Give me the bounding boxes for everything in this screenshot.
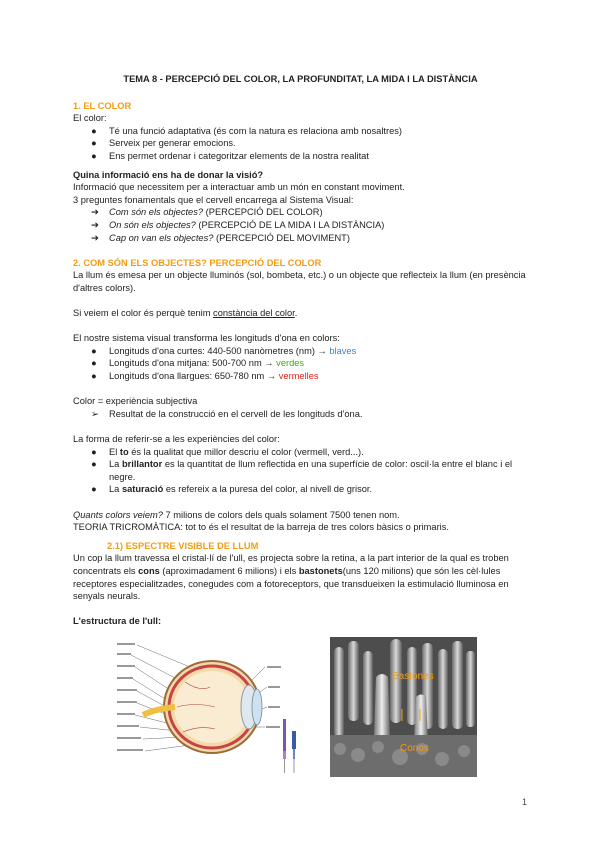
s1-bullets: [73, 125, 528, 163]
figures: [115, 637, 475, 777]
s2-p6: Quants colors veiem? 7 milions de colors dels quals solament 7500 tenen nom.: [73, 509, 400, 520]
color-forms-list: [73, 446, 528, 496]
cones-label: Conos: [400, 743, 429, 754]
s21-paragraph: Un cop la llum travessa el cristal·lí de l'ull, es projecta sobre la retina, a la part interior de la qual es troben concentrats els cons (aproximadament 6 milions) i els bastonets(uns 120 milions) que són les cèl·lules receptores especialitzades, conegudes com a fotoreceptors, que transdueixen la estimulació lluminosa en senyals neurals.: [73, 553, 509, 602]
list-item: ● Longituds d'ona mitjana: 500-700 nm → verdes: [91, 358, 305, 369]
section-2-1-heading: 2.1) ESPECTRE VISIBLE DE LLUM: [107, 540, 259, 551]
list-item: ● Longituds d'ona llargues: 650-780 nm → vermelles: [91, 371, 319, 382]
list-item: ● El to és la qualitat que millor descriu el color (vermell, verd...).: [91, 446, 364, 457]
eye-anatomy-diagram: [115, 637, 305, 775]
list-item: ● La brillantor es la quantitat de llum reflectida en una superfície de color: oscil·la entre el blanc i el negre.: [91, 459, 513, 482]
page-content: [73, 73, 528, 628]
list-item: ● La saturació es refereix a la puresa del color, al nivell de grisor.: [91, 484, 373, 495]
list-item: ➔ Com són els objectes? (PERCEPCIÓ DEL COLOR): [91, 207, 323, 218]
list-item: ➢ Resultat de la construcció en el cervell de les longituds d'ona.: [91, 408, 363, 419]
vision-text: Informació que necessitem per a interactuar amb un món en constant moviment.: [73, 182, 405, 193]
list-item: ● Serveix per generar emocions.: [91, 138, 236, 149]
s2-p1: La llum és emesa per un objecte lluminós (sol, bombeta, etc.) o un objecte que reflecteix la llum (en presència d'altres colors).: [73, 270, 526, 293]
s2-p7: TEORIA TRICROMÀTICA: tot to és el resultat de la barreja de tres colors bàsics o primaris.: [73, 522, 449, 533]
s2-p5: La forma de referir-se a les experiències del color:: [73, 434, 280, 445]
document-title: TEMA 8 - PERCEPCIÓ DEL COLOR, LA PROFUNDITAT, LA MIDA I LA DISTÀNCIA: [123, 74, 478, 84]
list-item: ● Longituds d'ona curtes: 440-500 nanòmetres (nm) → blaves: [91, 345, 357, 356]
s1-intro: El color:: [73, 113, 107, 124]
s2-p2: Si veiem el color és perquè tenim constància del color.: [73, 308, 298, 319]
list-item: ➔ On són els objectes? (PERCEPCIÓ DE LA MIDA I LA DISTÀNCIA): [91, 219, 385, 230]
section-2-heading: 2. COM SÓN ELS OBJECTES? PERCEPCIÓ DEL COLOR: [73, 257, 322, 268]
eye-structure-heading: L'estructura de l'ull:: [73, 616, 162, 627]
section-1-heading: 1. EL COLOR: [73, 100, 132, 111]
list-item: ➔ Cap on van els objectes? (PERCEPCIÓ DEL MOVIMENT): [91, 232, 350, 243]
list-item: ● Té una funció adaptativa (és com la natura es relaciona amb nosaltres): [91, 125, 403, 136]
page-number: 1: [521, 797, 527, 807]
vision-text-2: 3 preguntes fonamentals que el cervell encarrega al Sistema Visual:: [73, 194, 354, 205]
s2-p4: Color = experiència subjectiva: [73, 396, 198, 407]
vision-question-heading: Quina informació ens ha de donar la visió?: [73, 169, 264, 180]
wavelength-list: [73, 345, 528, 383]
s2-p4-sub-list: [73, 408, 528, 421]
retina-micrograph: [330, 637, 477, 777]
rods-label: Bastones: [392, 671, 434, 682]
questions-list: [73, 206, 528, 244]
s2-p3: El nostre sistema visual transforma les longituds d'ona en colors:: [73, 333, 340, 344]
list-item: ● Ens permet ordenar i categoritzar elements de la nostra realitat: [91, 150, 369, 161]
